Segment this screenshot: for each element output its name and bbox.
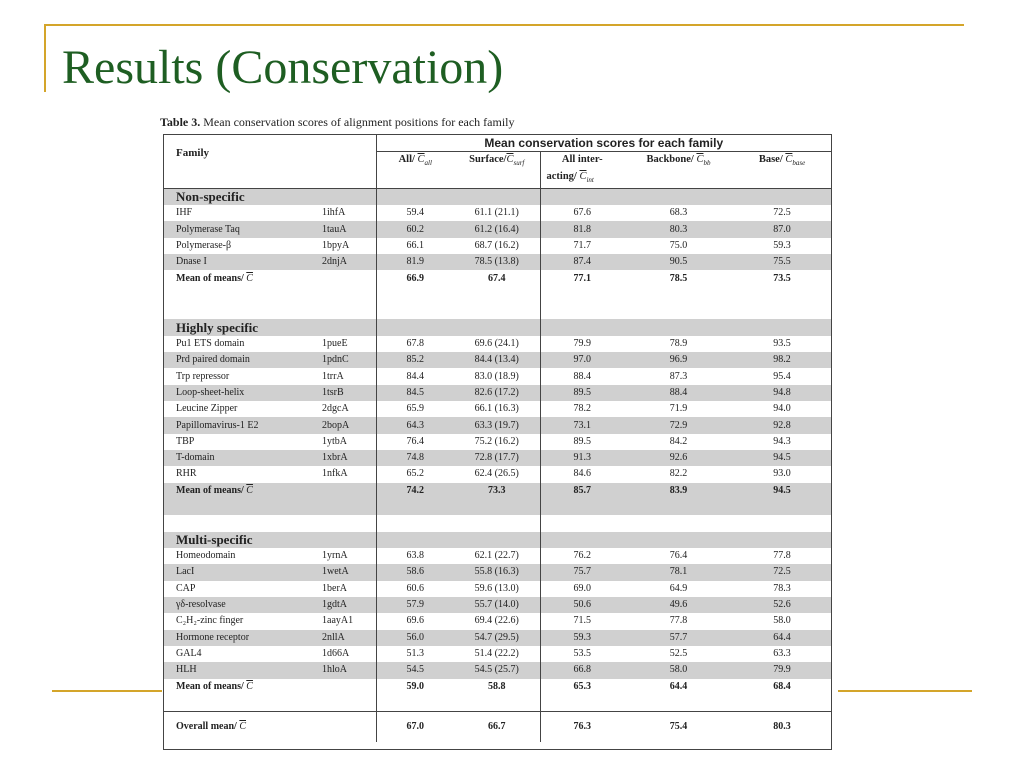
table-row (164, 450, 831, 466)
surface-score-cell: 84.4 (13.4) (454, 352, 540, 368)
surface-score-cell: 68.7 (16.2) (474, 239, 519, 251)
mean-label-text: Mean of means/ (176, 484, 244, 496)
interacting-score-cell: 53.5 (540, 646, 624, 662)
interacting-score-cell: 50.6 (540, 597, 624, 613)
backbone-score-cell: 88.4 (624, 385, 733, 401)
pad-cell (376, 287, 540, 303)
int-subscript: int (586, 175, 594, 184)
pdb-id-cell: 1hloA (312, 662, 376, 678)
c-symbol: $\overline{C}$ (506, 154, 514, 166)
overall-backbone-cell: 75.4 (624, 712, 733, 743)
backbone-score-cell: 49.6 (624, 597, 733, 613)
all-score-cell: 74.8 (376, 450, 454, 466)
backbone-mean-cell: 78.5 (669, 272, 688, 284)
backbone-score-cell: 58.0 (624, 662, 733, 678)
group-header-filler (376, 532, 540, 548)
all-score-cell: 85.2 (376, 352, 454, 368)
pdb-id-cell: 1berA (322, 582, 347, 594)
backbone-score-cell: 57.7 (624, 630, 733, 646)
interacting-score-cell: 78.2 (540, 401, 624, 417)
base-score-cell: 78.3 (773, 582, 791, 594)
table-row (164, 205, 831, 221)
table-caption (160, 115, 515, 130)
backbone-score-cell: 52.5 (669, 648, 688, 660)
surface-score-cell: 54.5 (25.7) (454, 662, 540, 678)
all-score-cell: 84.5 (376, 385, 454, 401)
table-row (164, 336, 831, 352)
surface-score-cell: 59.6 (13.0) (474, 582, 519, 594)
pad-cell (164, 695, 376, 712)
interacting-mean-cell: 77.1 (540, 270, 624, 286)
all-score-cell: 51.3 (376, 646, 454, 662)
table-row (164, 385, 831, 401)
backbone-score-cell: 68.3 (669, 207, 688, 219)
interacting-score-cell: 89.5 (540, 385, 624, 401)
family-name-cell: Loop-sheet-helix (164, 385, 312, 401)
base-score-cell: 77.8 (773, 550, 791, 562)
base-score-cell: 94.3 (773, 435, 791, 447)
interacting-header-label: acting/ (546, 170, 577, 182)
mean-label-text: Mean of means/ (176, 680, 244, 692)
interacting-score-cell: 66.8 (540, 662, 624, 678)
table-row (164, 221, 831, 237)
table-row (164, 434, 831, 450)
surface-score-cell: 78.5 (13.8) (454, 254, 540, 270)
interacting-score-cell: 71.5 (540, 613, 624, 629)
all-score-cell: 69.6 (376, 613, 454, 629)
interacting-score-cell: 88.4 (540, 368, 624, 384)
table-row (164, 548, 831, 564)
table-head (164, 135, 831, 188)
backbone-score-cell: 84.2 (669, 435, 688, 447)
mean-scores-header: Mean conservation scores for each family (376, 135, 831, 152)
base-score-cell: 94.5 (733, 450, 831, 466)
interacting-score-cell: 73.1 (540, 417, 624, 433)
all-score-cell: 65.2 (376, 466, 454, 482)
backbone-score-cell: 80.3 (624, 221, 733, 237)
family-name-cell: HLH (164, 662, 312, 678)
pdb-id-cell: 2bopA (312, 417, 376, 433)
base-score-cell: 72.5 (773, 207, 791, 219)
all-mean-cell: 66.9 (376, 270, 454, 286)
interacting-score-cell: 79.9 (540, 336, 624, 352)
interacting-score-cell: 87.4 (540, 254, 624, 270)
group-header-filler (540, 319, 831, 335)
base-score-cell: 63.3 (773, 648, 791, 660)
pdb-id-cell: 2dnjA (312, 254, 376, 270)
surface-mean-cell: 58.8 (488, 680, 506, 692)
family-name-cell: Homeodomain (176, 550, 236, 562)
interacting-score-cell: 84.6 (540, 466, 624, 482)
pdb-id-cell: 1yrnA (322, 550, 348, 562)
spacer-cell (164, 515, 376, 531)
family-name-cell: Hormone receptor (164, 630, 312, 646)
group-header-filler (540, 188, 831, 205)
spacer-cell (540, 515, 831, 531)
table-row (164, 254, 831, 270)
family-name-cell: Polymerase Taq (164, 221, 312, 237)
surface-score-cell: 61.2 (16.4) (454, 221, 540, 237)
family-name-cell: Pu1 ETS domain (176, 337, 245, 349)
base-header-label: Base/ (758, 154, 783, 166)
base-score-cell: 93.5 (773, 337, 791, 349)
spacer-row (164, 303, 831, 319)
spacer-row (164, 515, 831, 531)
caption-label: Table 3. (160, 115, 201, 129)
base-score-cell: 64.4 (733, 630, 831, 646)
base-mean-cell: 94.5 (733, 483, 831, 499)
table-row (164, 417, 831, 433)
c-symbol: $\overline{C}$ (246, 484, 253, 496)
interacting-mean-cell: 65.3 (540, 679, 624, 695)
spacer-cell (164, 303, 376, 319)
surface-header (454, 152, 540, 188)
family-name-cell: TBP (176, 435, 195, 447)
conservation-table (164, 135, 831, 742)
all-score-cell: 60.6 (376, 581, 454, 597)
table-row (164, 630, 831, 646)
table-row (164, 597, 831, 613)
c-symbol: $\overline{C}$ (239, 721, 246, 733)
spacer-cell (376, 515, 540, 531)
family-name-cell: Dnase I (164, 254, 312, 270)
all-header (376, 152, 454, 188)
pdb-id-cell: 2nllA (312, 630, 376, 646)
interacting-mean-cell: 85.7 (540, 483, 624, 499)
family-name-cell: IHF (176, 207, 193, 219)
group-header-row (164, 319, 831, 335)
accent-line-vertical (44, 24, 46, 92)
surface-header-label: Surface/ (469, 154, 507, 166)
mean-label (164, 679, 376, 695)
pdb-id-cell: 1xbrA (312, 450, 376, 466)
interacting-score-cell: 97.0 (540, 352, 624, 368)
bb-subscript: bb (703, 159, 711, 168)
spacer-cell (376, 303, 540, 319)
surface-score-cell: 62.1 (22.7) (474, 550, 519, 562)
base-score-cell: 72.5 (733, 564, 831, 580)
backbone-score-cell: 92.6 (624, 450, 733, 466)
family-name-cell: Trp repressor (176, 370, 230, 382)
all-score-cell: 63.8 (376, 548, 454, 564)
pdb-id-cell: 1d66A (322, 648, 350, 660)
table-row (164, 401, 831, 417)
table-row (164, 238, 831, 254)
group-header-filler (376, 319, 540, 335)
c-symbol: $\overline{C}$ (696, 154, 704, 166)
pdb-id-cell: 1nfkA (322, 468, 348, 480)
pad-cell (540, 695, 831, 712)
spacer-cell (540, 303, 831, 319)
all-mean-cell: 59.0 (376, 679, 454, 695)
base-score-cell: 92.8 (733, 417, 831, 433)
all-header-label: All/ (398, 154, 415, 166)
surface-score-cell: 69.4 (22.6) (474, 615, 519, 627)
pad-cell (164, 499, 376, 515)
surf-subscript: surf (513, 159, 525, 168)
surface-score-cell: 54.7 (29.5) (454, 630, 540, 646)
base-score-cell: 94.8 (733, 385, 831, 401)
interacting-score-cell: 81.8 (540, 221, 624, 237)
family-name-cell: Leucine Zipper (176, 403, 238, 415)
table-row (164, 352, 831, 368)
pad-cell (540, 287, 831, 303)
table-row (164, 646, 831, 662)
overall-label (164, 712, 376, 743)
family-name-cell: GAL4 (176, 648, 202, 660)
backbone-score-cell: 78.1 (624, 564, 733, 580)
surface-score-cell: 55.7 (14.0) (454, 597, 540, 613)
all-score-cell: 54.5 (376, 662, 454, 678)
interacting-score-cell: 59.3 (540, 630, 624, 646)
base-header (733, 152, 831, 188)
table-row (164, 613, 831, 629)
backbone-score-cell: 87.3 (669, 370, 688, 382)
pad-cell (540, 499, 831, 515)
table-body (164, 188, 831, 742)
surface-mean-cell: 73.3 (454, 483, 540, 499)
interacting-score-cell: 75.7 (540, 564, 624, 580)
all-subscript: all (424, 159, 432, 168)
overall-all-cell: 67.0 (376, 712, 454, 743)
c-symbol: $\overline{C}$ (417, 154, 425, 166)
family-name-cell: CAP (176, 582, 196, 594)
mean-row-pad (164, 695, 831, 712)
surface-score-cell: 72.8 (17.7) (454, 450, 540, 466)
pdb-id-cell: 1wetA (312, 564, 376, 580)
backbone-score-cell: 90.5 (624, 254, 733, 270)
all-score-cell: 84.4 (376, 368, 454, 384)
group-header-row (164, 532, 831, 548)
group-header-row (164, 188, 831, 205)
c-symbol: $\overline{C}$ (579, 170, 587, 182)
pdb-id-cell: 1ihfA (322, 207, 346, 219)
base-mean-cell: 73.5 (773, 272, 791, 284)
pad-cell (164, 287, 376, 303)
backbone-score-cell: 72.9 (624, 417, 733, 433)
pdb-id-cell: 1ytbA (322, 435, 347, 447)
all-score-cell: 76.4 (376, 434, 454, 450)
backbone-score-cell: 71.9 (669, 403, 688, 415)
backbone-score-cell: 78.9 (669, 337, 688, 349)
pdb-id-cell: 1pdnC (312, 352, 376, 368)
backbone-score-cell: 76.4 (669, 550, 688, 562)
c-symbol: $\overline{C}$ (785, 154, 793, 166)
caption-text: Mean conservation scores of alignment positions for each family (200, 115, 515, 129)
backbone-score-cell: 96.9 (624, 352, 733, 368)
surface-score-cell: 61.1 (21.1) (474, 207, 519, 219)
pdb-id-cell: 1pueE (322, 337, 348, 349)
mean-row (164, 679, 831, 695)
pdb-id-cell: 1bpyA (322, 239, 350, 251)
table-row (164, 564, 831, 580)
family-name-cell: Papillomavirus-1 E2 (164, 417, 312, 433)
mean-label-text: Mean of means/ (176, 272, 244, 284)
base-score-cell: 59.3 (773, 239, 791, 251)
all-score-cell: 60.2 (376, 221, 454, 237)
surface-score-cell: 82.6 (17.2) (454, 385, 540, 401)
base-score-cell: 52.6 (733, 597, 831, 613)
backbone-score-cell: 82.2 (669, 468, 688, 480)
overall-base-cell: 80.3 (733, 712, 831, 743)
accent-line-bottom-left (52, 690, 162, 692)
family-name-cell: LacI (164, 564, 312, 580)
surface-mean-cell: 67.4 (488, 272, 506, 284)
all-score-cell: 57.9 (376, 597, 454, 613)
family-name-cell: T-domain (164, 450, 312, 466)
all-score-cell: 81.9 (376, 254, 454, 270)
base-mean-cell: 68.4 (773, 680, 791, 692)
c-symbol: $\overline{C}$ (246, 272, 253, 284)
table-row (164, 581, 831, 597)
mean-label (164, 483, 376, 499)
backbone-header (624, 152, 733, 188)
backbone-score-cell: 64.9 (669, 582, 688, 594)
group-header-filler (376, 188, 540, 205)
group-name: Non-specific (164, 188, 376, 205)
base-score-cell: 79.9 (733, 662, 831, 678)
pdb-id-cell: 1gdtA (312, 597, 376, 613)
interacting-header-line2 (540, 169, 624, 189)
mean-row (164, 483, 831, 499)
base-score-cell: 93.0 (773, 468, 791, 480)
base-score-cell: 75.5 (733, 254, 831, 270)
interacting-score-cell: 69.0 (540, 581, 624, 597)
surface-score-cell: 66.1 (16.3) (474, 403, 519, 415)
backbone-score-cell: 77.8 (669, 615, 688, 627)
table-figure (163, 134, 832, 750)
base-score-cell: 95.4 (773, 370, 791, 382)
all-score-cell: 58.6 (376, 564, 454, 580)
all-score-cell: 66.1 (376, 238, 454, 254)
table-row (164, 368, 831, 384)
slide-title: Results (Conservation) (62, 41, 504, 94)
pad-cell (376, 695, 540, 712)
overall-surface-cell: 66.7 (454, 712, 540, 743)
group-name: Multi-specific (164, 532, 376, 548)
accent-line-top (44, 24, 964, 26)
pdb-id-cell: 2dgcA (322, 403, 349, 415)
overall-row (164, 712, 831, 743)
base-score-cell: 87.0 (733, 221, 831, 237)
family-header: Family (176, 147, 209, 159)
surface-score-cell: 62.4 (26.5) (474, 468, 519, 480)
all-score-cell: 59.4 (376, 205, 454, 221)
family-name-cell: γδ-resolvase (164, 597, 312, 613)
all-mean-cell: 74.2 (376, 483, 454, 499)
backbone-mean-cell: 83.9 (624, 483, 733, 499)
interacting-header-line1: All inter- (540, 152, 624, 169)
base-score-cell: 94.0 (773, 403, 791, 415)
backbone-mean-cell: 64.4 (669, 680, 688, 692)
family-name-cell: C₂H₂-zinc finger (176, 615, 244, 627)
overall-label-text: Overall mean/ (176, 721, 237, 733)
interacting-score-cell: 76.2 (540, 548, 624, 564)
group-header-filler (540, 532, 831, 548)
table-row (164, 662, 831, 678)
pdb-id-cell: 1tsrB (312, 385, 376, 401)
mean-row-pad (164, 287, 831, 303)
surface-score-cell: 83.0 (18.9) (474, 370, 519, 382)
base-score-cell: 98.2 (733, 352, 831, 368)
table-row (164, 466, 831, 482)
group-name: Highly specific (164, 319, 376, 335)
backbone-header-label: Backbone/ (646, 154, 694, 166)
interacting-score-cell: 91.3 (540, 450, 624, 466)
interacting-score-cell: 71.7 (540, 238, 624, 254)
family-name-cell: RHR (176, 468, 197, 480)
pdb-id-cell: 1aayA1 (322, 615, 354, 627)
all-score-cell: 56.0 (376, 630, 454, 646)
interacting-score-cell: 67.6 (540, 205, 624, 221)
overall-interacting-cell: 76.3 (540, 712, 624, 743)
c-symbol: $\overline{C}$ (246, 680, 253, 692)
surface-score-cell: 63.3 (19.7) (454, 417, 540, 433)
surface-score-cell: 55.8 (16.3) (454, 564, 540, 580)
base-score-cell: 58.0 (773, 615, 791, 627)
pdb-id-cell: 1trrA (322, 370, 344, 382)
surface-score-cell: 69.6 (24.1) (474, 337, 519, 349)
base-subscript: base (792, 159, 806, 168)
pad-cell (376, 499, 540, 515)
mean-row-pad (164, 499, 831, 515)
accent-line-bottom-right (838, 690, 972, 692)
all-score-cell: 64.3 (376, 417, 454, 433)
all-score-cell: 67.8 (376, 336, 454, 352)
mean-row (164, 270, 831, 286)
all-score-cell: 65.9 (376, 401, 454, 417)
surface-score-cell: 51.4 (22.2) (474, 648, 519, 660)
family-name-cell: Polymerase-β (176, 239, 232, 251)
surface-score-cell: 75.2 (16.2) (474, 435, 519, 447)
interacting-score-cell: 89.5 (540, 434, 624, 450)
family-name-cell: Prd paired domain (164, 352, 312, 368)
pdb-id-cell: 1tauA (312, 221, 376, 237)
backbone-score-cell: 75.0 (669, 239, 688, 251)
mean-label (164, 270, 376, 286)
